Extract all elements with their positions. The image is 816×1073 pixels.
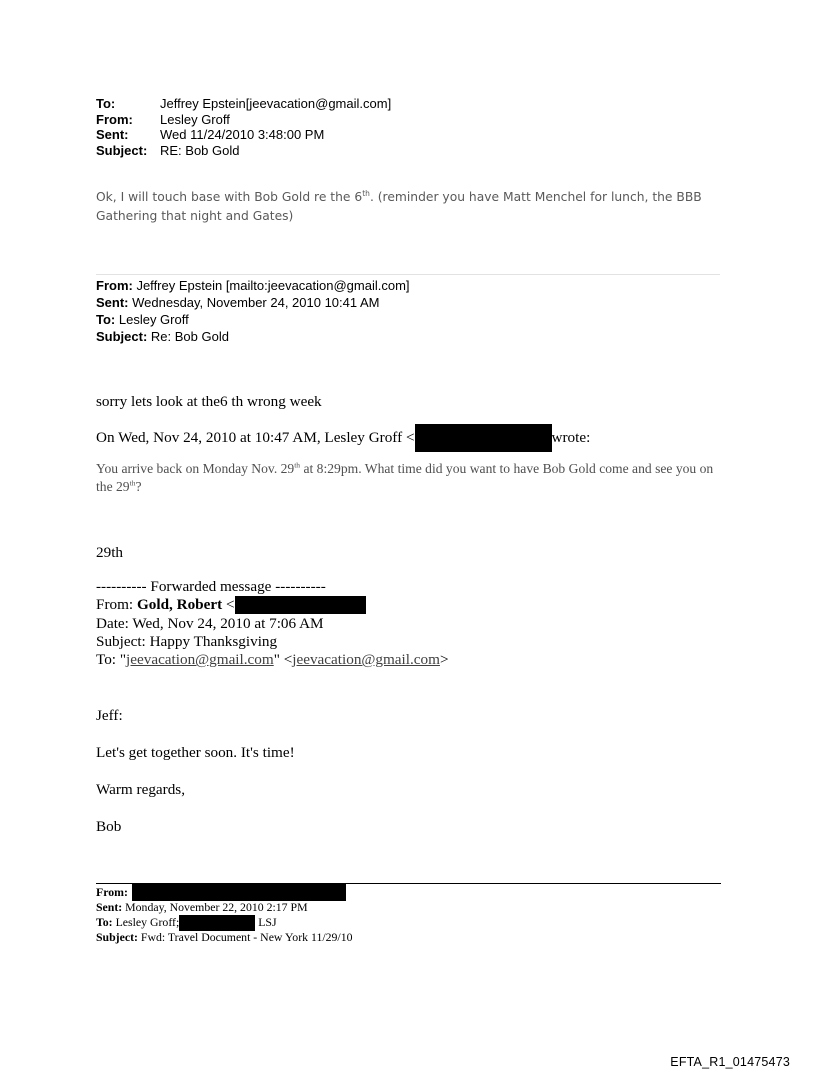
footer-subject-value: Fwd: Travel Document - New York 11/29/10 bbox=[137, 930, 353, 944]
from-row bbox=[96, 112, 391, 128]
reply-text-1: Ok, I will touch base with Bob Gold re the 6 bbox=[96, 190, 363, 204]
document-id: EFTA_R1_01475473 bbox=[670, 1055, 790, 1069]
orig-from-row bbox=[96, 277, 410, 294]
forwarded-date: Date: Wed, Nov 24, 2010 at 7:06 AM bbox=[96, 614, 324, 632]
sent-value: Wed 11/24/2010 3:48:00 PM bbox=[160, 127, 325, 142]
orig-subject-row bbox=[96, 328, 410, 345]
email-link-2[interactable]: jeevacation@gmail.com bbox=[292, 651, 440, 669]
reply-message bbox=[96, 188, 736, 226]
groff-quote-2: at 8:29pm. What time did you want to have Bob Gold come and see you on the 29 bbox=[96, 461, 714, 494]
footer-from-row bbox=[96, 885, 353, 900]
redaction-box bbox=[235, 596, 366, 614]
sent-row bbox=[96, 127, 391, 143]
email-link-1[interactable]: jeevacation@gmail.com bbox=[126, 651, 274, 669]
forwarded-message-header bbox=[96, 578, 449, 669]
email-header bbox=[96, 96, 391, 158]
orig-sent-row bbox=[96, 294, 410, 311]
footer-subject-label: Subject: bbox=[96, 930, 138, 944]
forwarded-subject: Subject: Happy Thanksgiving bbox=[96, 632, 278, 650]
to-label: To: bbox=[96, 96, 116, 111]
subject-label: Subject: bbox=[96, 142, 148, 158]
orig-subject-label: Subject: bbox=[96, 329, 148, 344]
orig-from-value: Jeffrey Epstein [mailto:jeevacation@gmail.com] bbox=[132, 278, 410, 293]
footer-from-label: From: bbox=[96, 885, 128, 899]
to-row bbox=[96, 96, 391, 112]
reply-sup: th bbox=[362, 188, 370, 198]
from-label: From: bbox=[96, 111, 133, 127]
orig-to-label: To: bbox=[96, 312, 116, 327]
footer-sent-row bbox=[96, 900, 353, 915]
forwarded-divider: ---------- Forwarded message ---------- bbox=[96, 578, 326, 595]
orig-to-value: Lesley Groff bbox=[115, 312, 189, 327]
forwarded-from-name: Gold, Robert bbox=[136, 596, 223, 614]
forwarded-from-row bbox=[96, 596, 449, 614]
forwarded-from-lt: < bbox=[222, 596, 235, 614]
to-value: Jeffrey Epstein[jeevacation@gmail.com] bbox=[160, 96, 392, 111]
original-header bbox=[96, 277, 410, 345]
on-wrote-line bbox=[96, 424, 590, 452]
sent-label: Sent: bbox=[96, 127, 129, 142]
orig-to-row bbox=[96, 311, 410, 328]
body-signature: Bob bbox=[96, 818, 122, 835]
groff-quote-1: You arrive back on Monday Nov. 29 bbox=[96, 461, 295, 476]
separator-line bbox=[96, 274, 720, 275]
subject-row bbox=[96, 143, 391, 159]
orig-sent-value: Wednesday, November 24, 2010 10:41 AM bbox=[128, 295, 380, 310]
redaction-box bbox=[415, 424, 552, 452]
orig-subject-value: Re: Bob Gold bbox=[147, 329, 229, 344]
forwarded-from-prefix: From: bbox=[96, 596, 137, 614]
footer-to-row bbox=[96, 915, 353, 930]
redaction-box bbox=[179, 915, 255, 931]
reply-text-2: . (reminder you have Matt Menchel for lunch, the BBB Gathering that night and Gates) bbox=[96, 190, 702, 223]
orig-from-label: From: bbox=[96, 278, 133, 293]
on-wrote-after: wrote: bbox=[551, 429, 591, 446]
forwarded-to-end: > bbox=[439, 651, 449, 669]
from-value: Lesley Groff bbox=[160, 111, 230, 127]
footer-to-label: To: bbox=[96, 915, 113, 929]
forwarded-to-row bbox=[96, 651, 449, 669]
footer-to-before: Lesley Groff; bbox=[112, 915, 180, 929]
footer-subject-row bbox=[96, 930, 353, 945]
on-wrote-before: On Wed, Nov 24, 2010 at 10:47 AM, Lesley Groff < bbox=[96, 429, 415, 446]
groff-quote bbox=[96, 460, 726, 495]
redaction-box bbox=[132, 884, 346, 901]
subject-value: RE: Bob Gold bbox=[160, 142, 240, 158]
groff-quote-sup2: th bbox=[129, 477, 136, 487]
epstein-message: sorry lets look at the6 th wrong week bbox=[96, 393, 322, 410]
footer-email-header bbox=[96, 885, 353, 945]
body-line-1: Let's get together soon. It's time! bbox=[96, 744, 295, 761]
footer-sent-label: Sent: bbox=[96, 900, 123, 914]
footer-sent-value: Monday, November 22, 2010 2:17 PM bbox=[122, 900, 308, 914]
forwarded-to-prefix: To: " bbox=[96, 651, 127, 669]
orig-sent-label: Sent: bbox=[96, 295, 129, 310]
reply-29th: 29th bbox=[96, 544, 124, 561]
forwarded-to-mid: " < bbox=[273, 651, 293, 669]
groff-quote-sup1: th bbox=[294, 460, 301, 470]
body-closing: Warm regards, bbox=[96, 781, 186, 798]
footer-to-after: LSJ bbox=[255, 915, 277, 929]
body-salutation: Jeff: bbox=[96, 707, 123, 724]
groff-quote-3: ? bbox=[135, 478, 142, 494]
